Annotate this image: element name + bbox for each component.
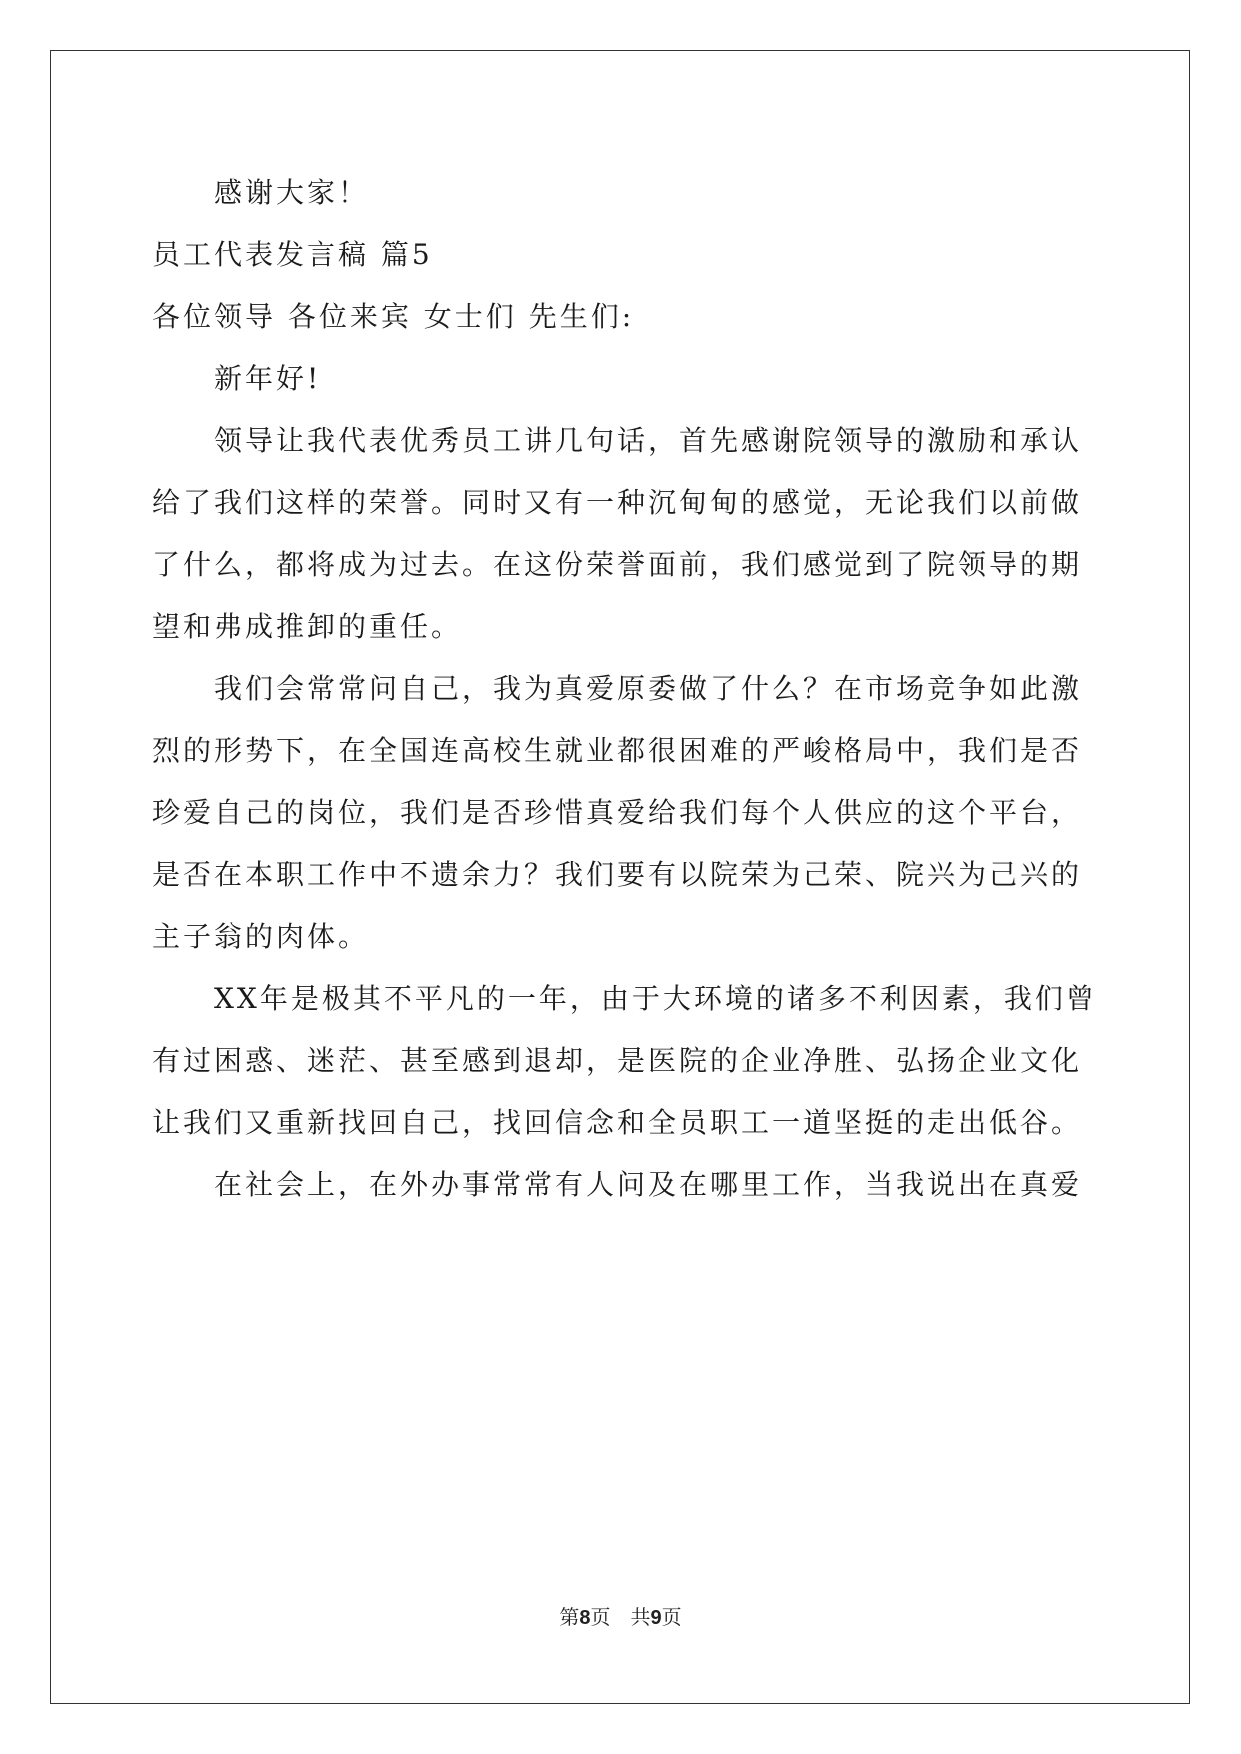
text-line: XX年是极其不平凡的一年，由于大环境的诸多不利因素，我们曾 [214,982,1097,1015]
footer-page-word: 页 [590,1605,611,1629]
text-line: 有过困惑、迷茫、甚至感到退却，是医院的企业净胜、弘扬企业文化 [152,1044,1083,1077]
footer-total-word: 页 [661,1605,682,1629]
text-line: 新年好! [214,362,322,395]
text-line: 我们会常常问自己，我为真爱原委做了什么？在市场竞争如此激 [214,672,1083,705]
footer-total-prefix: 共 [630,1605,651,1629]
section-heading: 员工代表发言稿 篇5 [152,238,433,271]
text-line: 烈的形势下，在全国连高校生就业都很困难的严峻格局中，我们是否 [152,734,1083,767]
text-line: 主子翁的肉体。 [152,920,370,953]
text-line: 在社会上，在外办事常常有人问及在哪里工作，当我说出在真爱 [214,1168,1083,1201]
text-line: 了什么，都将成为过去。在这份荣誉面前，我们感觉到了院领导的期 [152,548,1083,581]
text-line: 给了我们这样的荣誉。同时又有一种沉甸甸的感觉，无论我们以前做 [152,486,1083,519]
text-line: 珍爱自己的岗位，我们是否珍惜真爱给我们每个人供应的这个平台， [152,796,1083,829]
current-page-number: 8 [579,1607,591,1629]
salutation: 各位领导 各位来宾 女士们 先生们: [152,300,635,333]
text-line: 是否在本职工作中不遗余力？我们要有以院荣为己荣、院兴为己兴的 [152,858,1083,891]
text-line: 让我们又重新找回自己，找回信念和全员职工一道坚挺的走出低谷。 [152,1106,1083,1139]
text-line: 领导让我代表优秀员工讲几句话，首先感谢院领导的激励和承认 [214,424,1083,457]
footer-prefix: 第 [559,1605,580,1629]
text-line: 感谢大家！ [214,176,370,209]
text-line: 望和弗成推卸的重任。 [152,610,463,643]
total-pages-number: 9 [650,1607,662,1629]
page-footer [0,1605,1241,1630]
document-body [152,162,1097,1216]
